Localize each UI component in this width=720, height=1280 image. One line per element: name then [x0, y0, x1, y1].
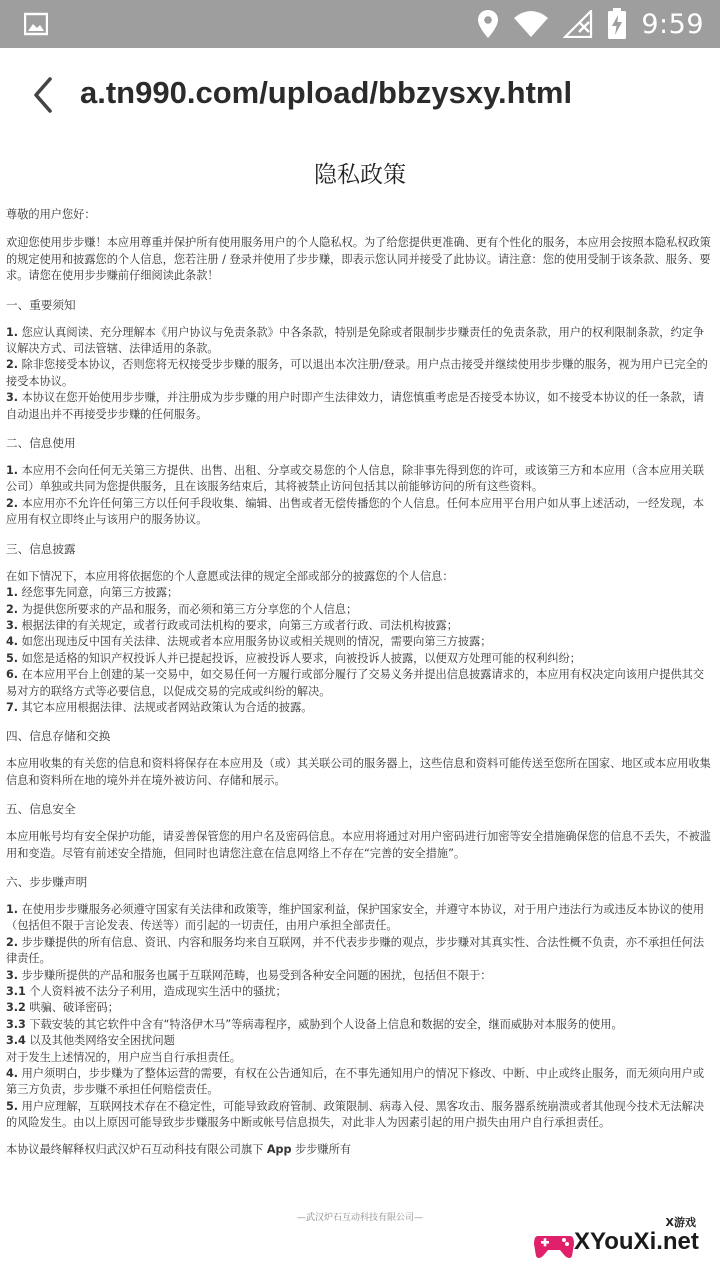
gamepad-logo-icon — [532, 1222, 576, 1262]
list-item: 5. 用户应理解，互联网技术存在不稳定性，可能导致政府管制、政策限制、病毒入侵、黑客攻击、服务器系统崩溃或者其他现今技术无法解决的风险发生。由以上原因可能导致步步赚服务中断或帐号信息损失，对此非人为因素引起的用户损失由用户自行承担责任。 — [6, 1099, 705, 1130]
list-item: 1. 在使用步步赚服务必须遵守国家有关法律和政策等，维护国家利益，保护国家安全，并遵守本协议，对于用户违法行为或违反本协议的使用（包括但不限于言论发表、传送等）而引起的一切责任，由用户承担全部责任。 — [6, 902, 705, 933]
section-list — [6, 463, 714, 529]
list-item: 1. 经您事先同意，向第三方披露； — [6, 586, 179, 600]
list-item: 1. 本应用不会向任何无关第三方提供、出售、出租、分享或交易您的个人信息，除非事先得到您的许可，或该第三方和本应用（含本应用关联公司）单独或共同为您提供服务，且在该服务结束后，其将被禁止访问包括其以前能够访问的所有这些资料。 — [6, 464, 705, 494]
list-lead: 在如下情况下，本应用将依据您的个人意愿或法律的规定全部或部分的披露您的个人信息： — [6, 569, 454, 583]
list-item: 3.2 哄骗、破译密码； — [6, 1001, 119, 1015]
list-item: 3. 步步赚所提供的产品和服务也属于互联网范畴，也易受到各种安全问题的困扰，包括但不限于： — [6, 968, 492, 982]
site-watermark — [532, 1214, 712, 1266]
company-footer: —武汉炉石互动科技有限公司— — [296, 1213, 423, 1224]
section-heading: 三、信息披露 — [6, 541, 76, 556]
section-body: 本应用收集的有关您的信息和资料将保存在本应用及（或）其关联公司的服务器上，这些信息和资料可能传送至您所在国家、地区或本应用收集信息和资料所在地的境外并在境外被访问、存储和展示。 — [6, 757, 711, 787]
section-list — [6, 902, 714, 1132]
battery-charging-icon — [607, 8, 627, 40]
closing-statement: 本协议最终解释权归武汉炉石互动科技有限公司旗下 App 步步赚所有 — [6, 1142, 352, 1156]
list-item: 2. 为提供您所要求的产品和服务，而必须和第三方分享您的个人信息； — [6, 602, 358, 616]
gallery-icon — [24, 12, 48, 36]
section-list — [6, 569, 714, 717]
no-sim-icon — [563, 10, 593, 38]
list-item: 3.3 下载安装的其它软件中含有“特洛伊木马”等病毒程序，威胁到个人设备上信息和数据的安全，继而威胁对本服务的使用。 — [6, 1017, 623, 1031]
list-item: 2. 本应用亦不允许任何第三方以任何手段收集、编辑、出售或者无偿传播您的个人信息。任何本应用平台用户如从事上述活动，一经发现，本应用有权立即终止与该用户的服务协议。 — [6, 496, 705, 527]
list-item: 7. 其它本应用根据法律、法规或者网站政策认为合适的披露。 — [6, 700, 313, 714]
section-heading: 四、信息存储和交换 — [6, 729, 111, 744]
status-bar — [0, 0, 720, 48]
watermark-small-text: X游戏 — [665, 1216, 696, 1229]
list-item: 3. 本协议在您开始使用步步赚，并注册成为步步赚的用户时即产生法律效力，请您慎重考虑是否接受本协议，如不接受本协议的任一条款，请自动退出并不再接受步步赚的任何服务。 — [6, 391, 705, 421]
browser-toolbar — [0, 48, 720, 142]
watermark-text: XYouXi.net — [574, 1228, 699, 1255]
list-item: 5. 如您是适格的知识产权投诉人并已提起投诉，应被投诉人要求，向被投诉人披露，以便双方处理可能的权利纠纷； — [6, 651, 581, 665]
list-item: 4. 用户须明白，步步赚为了整体运营的需要，有权在公告通知后，在不事先通知用户的情况下修改、中断、中止或终止服务，而无须向用户或第三方负责，步步赚不承担任何赔偿责任。 — [6, 1067, 705, 1097]
location-icon — [477, 9, 499, 39]
section-heading: 二、信息使用 — [6, 436, 76, 451]
policy-document — [6, 142, 714, 1223]
list-item: 3.4 以及其他类网络安全困扰问题 — [6, 1034, 175, 1048]
list-item: 1. 您应认真阅读、充分理解本《用户协议与免责条款》中各条款，特别是免除或者限制步步赚责任的免责条款，用户的权利限制条款，约定争议解决方式、司法管辖、法律适用的条款。 — [6, 325, 705, 356]
list-item: 6. 在本应用平台上创建的某一交易中，如交易任何一方履行或部分履行了交易义务并提出信息披露请求的，本应用有权决定向该用户提供其交易对方的联络方式等必要信息，以促成交易的完成或纠纷的解决。 — [6, 668, 705, 698]
section-body: 本应用帐号均有安全保护功能，请妥善保管您的用户名及密码信息。本应用将通过对用户密码进行加密等安全措施确保您的信息不丢失，不被滥用和变造。尽管有前述安全措施，但同时也请您注意在信息网络上不存在“完善的安全措施”。 — [6, 830, 711, 860]
greeting: 尊敬的用户您好： — [6, 208, 96, 221]
list-item: 2. 除非您接受本协议，否则您将无权接受步步赚的服务，可以退出本次注册/登录。用户点击接受并继续使用步步赚的服务，视为用户已完全的接受本协议。 — [6, 358, 708, 388]
page-url: a.tn990.com/upload/bbzysxy.html — [80, 75, 573, 110]
list-item: 对于发生上述情况的，用户应当自行承担责任。 — [6, 1050, 241, 1064]
list-item: 3.1 个人资料被不法分子利用，造成现实生活中的骚扰； — [6, 985, 287, 998]
section-heading: 一、重要须知 — [6, 297, 76, 312]
section-list — [6, 325, 714, 423]
intro-paragraph: 欢迎您使用步步赚！本应用尊重并保护所有使用服务用户的个人隐私权。为了给您提供更准确、更有个性化的服务，本应用会按照本隐私权政策的规定使用和披露您的个人信息，您若注册 / 登录并使用了步步赚，即表示您认同并接受了此协议。请注意：您的使用受制于该条款、服务、要求。请您在使用步步赚前仔细阅读此条款！ — [6, 236, 711, 283]
page-title: 隐私政策 — [314, 162, 406, 188]
list-item: 4. 如您出现违反中国有关法律、法规或者本应用服务协议或相关规则的情况，需要向第三方披露； — [6, 635, 492, 649]
clock: 9:59 — [641, 8, 704, 40]
list-item: 3. 根据法律的有关规定，或者行政或司法机构的要求，向第三方或者行政、司法机构披露； — [6, 618, 458, 632]
section-heading: 六、步步赚声明 — [6, 874, 88, 889]
list-item: 2. 步步赚提供的所有信息、资讯、内容和服务均来自互联网，并不代表步步赚的观点，步步赚对其真实性、合法性概不负责，亦不承担任何法律责任。 — [6, 935, 705, 966]
back-arrow-icon[interactable] — [26, 73, 62, 117]
section-heading: 五、信息安全 — [6, 802, 76, 817]
wifi-icon — [513, 10, 549, 38]
